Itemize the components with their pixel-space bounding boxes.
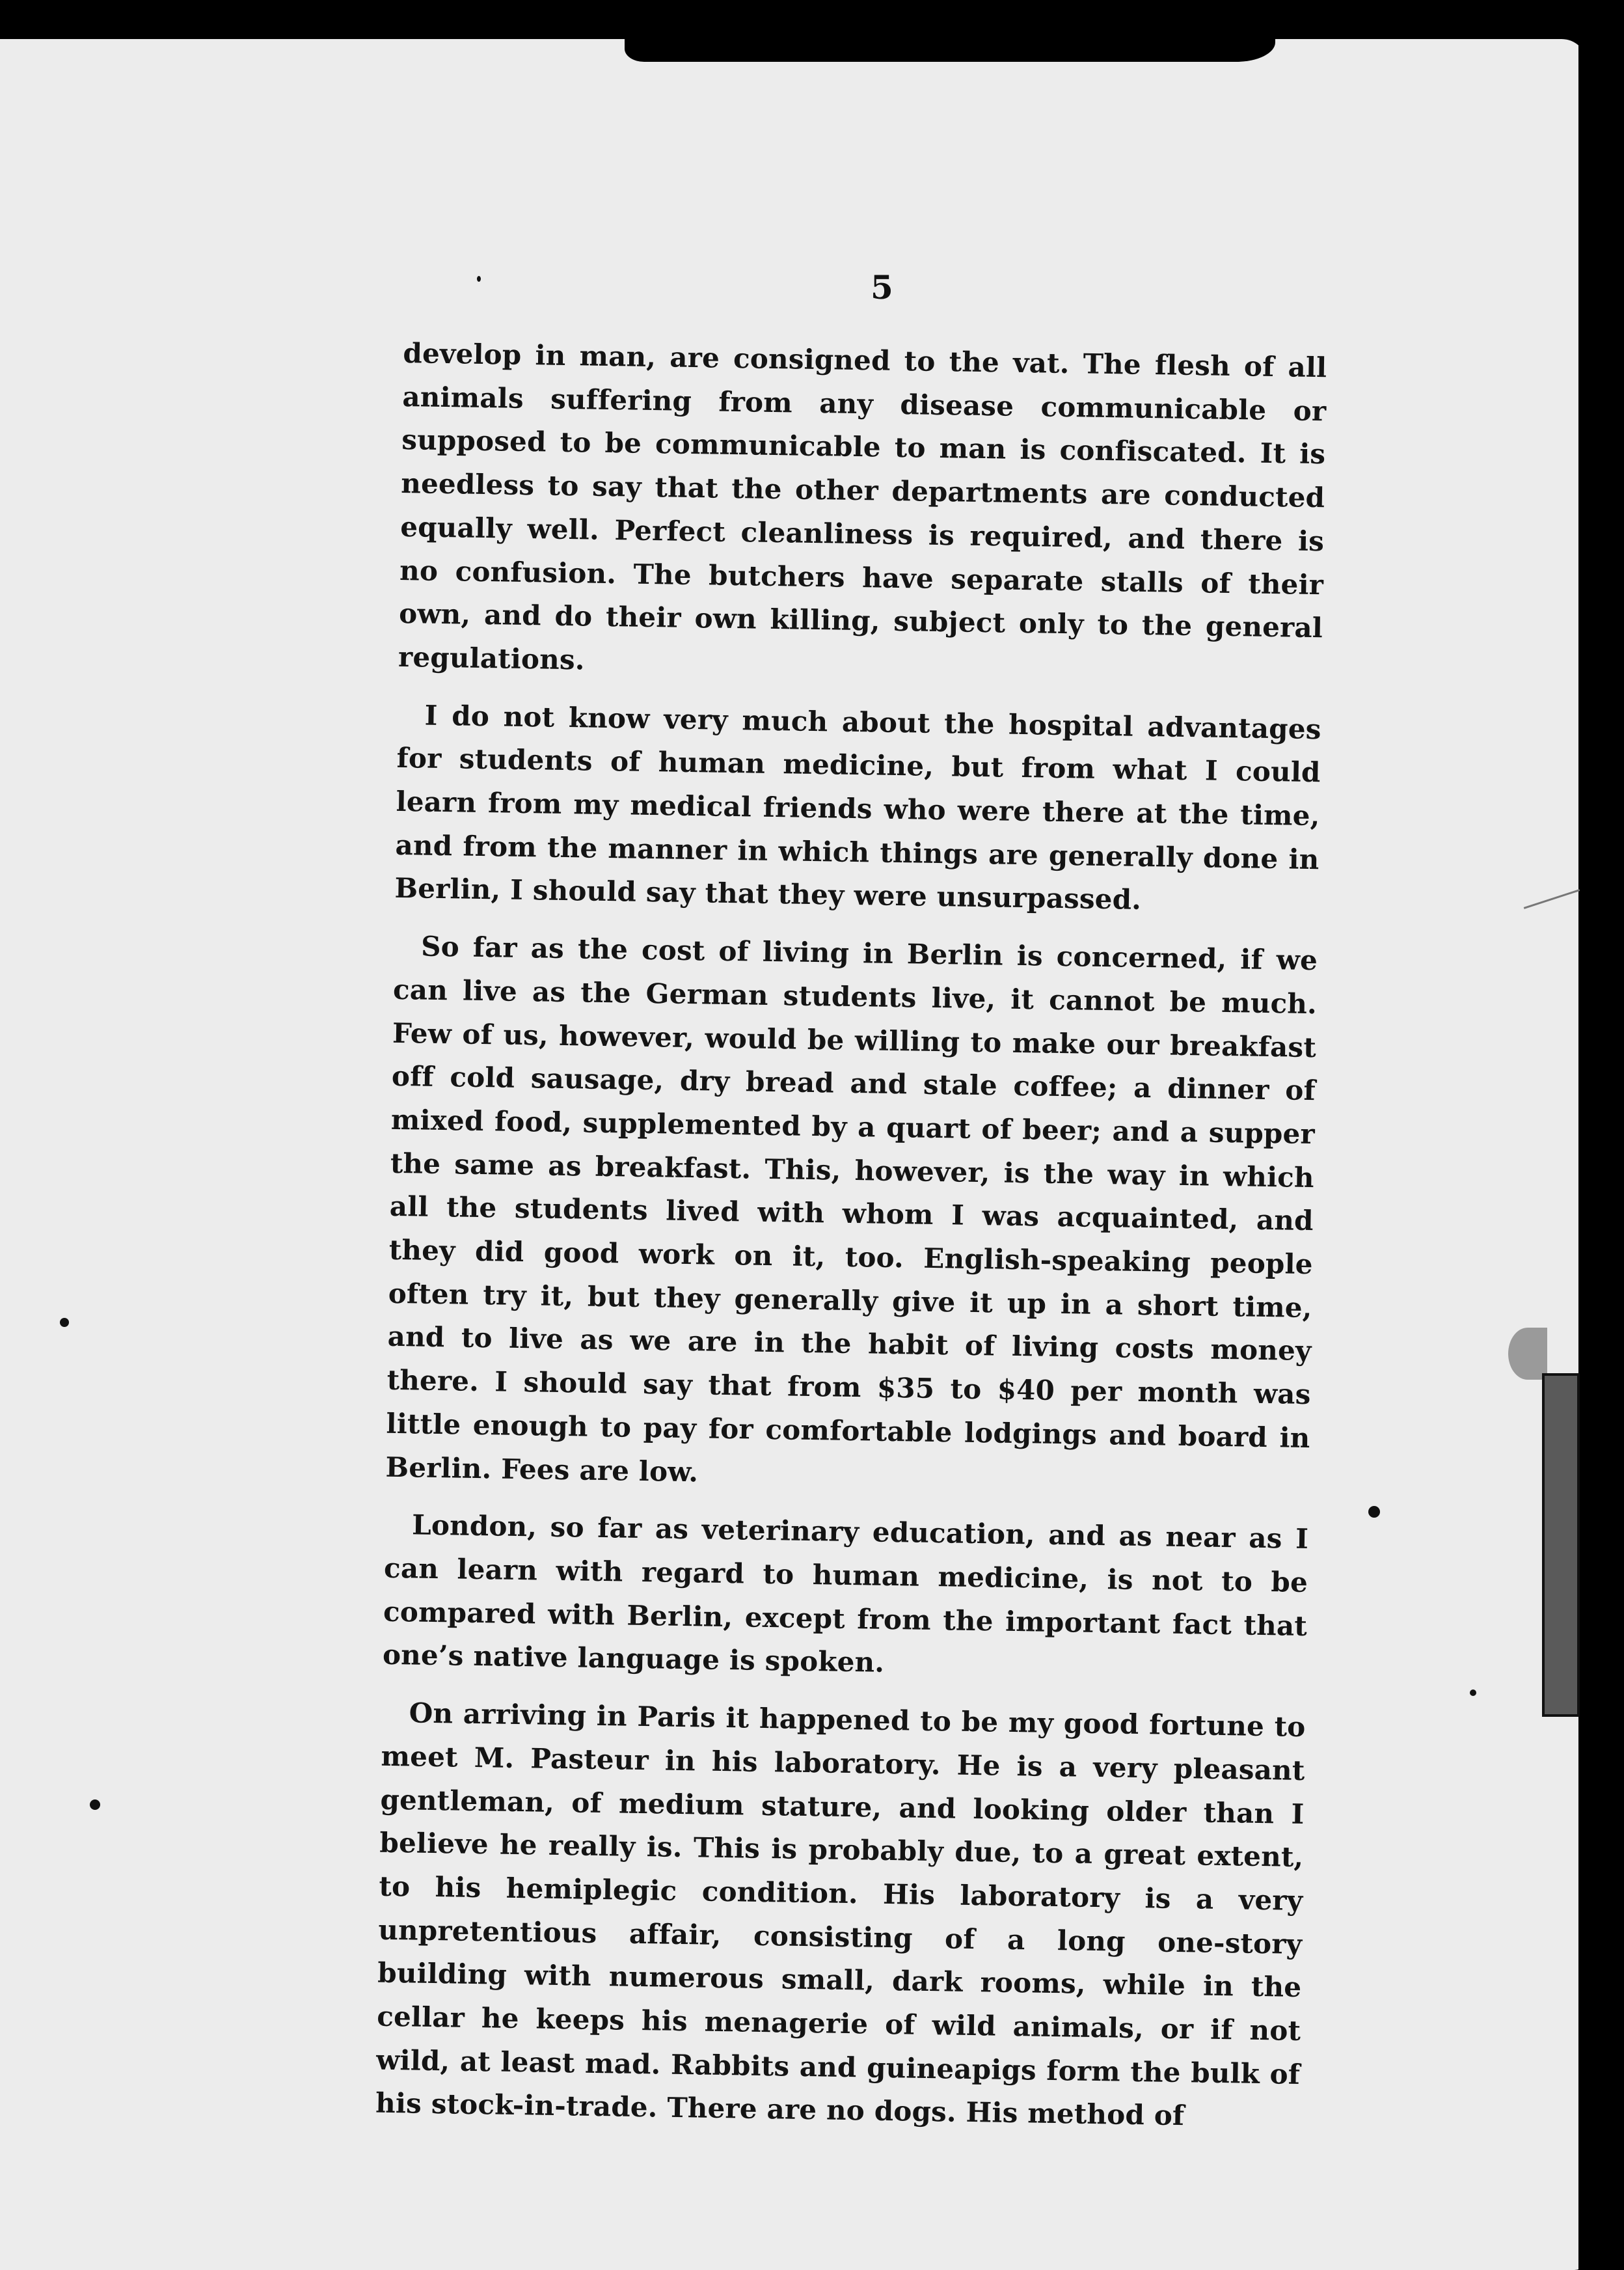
- paragraph: On arriving in Paris it happened to be my good fortune to meet M. Pasteur in his laboratory. He is a very pleasant gentleman, of medium stature, and looking older than I believe he really is. This is probably due, to a great extent, to his hemiplegic condition. His laboratory is a very unpretentious affair, consisting of a long one-story building with numerous small, dark rooms, while in the cellar he keeps his menagerie of wild animals, or if not wild, at least mad. Rabbits and guineapigs form the bulk of his stock-in-trade. There are no dogs. His method of: [375, 1697, 1306, 2132]
- paragraph: So far as the cost of living in Berlin is concerned, if we can live as the German students live, it cannot be much. Few of us, however, would be willing to make our breakfast off cold sausage, dry bread and stale coffee; a dinner of mixed food, supplemented by a quart of beer; and a supper the same as breakfast. This, however, is the way in which all the students lived with whom I was acquainted, and they did good work on it, too. English-speaking people often try it, but they generally give it up in a short time, and to live as we are in the habit of living costs money there. I should say that from $35 to $40 per month was little enough to pay for comfortable lodgings and board in Berlin. Fees are low.: [385, 930, 1318, 1488]
- ink-speck: [477, 276, 481, 282]
- body-text: [375, 332, 1327, 2154]
- scan-right-border: [1578, 0, 1624, 2270]
- ink-speck: [1470, 1689, 1476, 1696]
- paragraph: London, so far as veterinary education, and as near as I can learn with regard to human medicine, is not to be compared with Berlin, except from the important fact that one’s native language is spoken.: [382, 1509, 1309, 1679]
- page-edge-notch: [1508, 1328, 1547, 1380]
- ink-speck: [90, 1799, 100, 1810]
- ink-speck: [1368, 1506, 1380, 1518]
- paragraph: develop in man, are consigned to the vat. The flesh of all animals suffering from any disease communicable or supposed to be communicable to man is confiscated. It is needless to say that the other departments are conducted equally well. Perfect cleanliness is required, and there is no confusion. The butchers have separate stalls of their own, and do their own killing, subject only to the general regulations.: [398, 336, 1327, 676]
- torn-top-edge: [625, 36, 1275, 62]
- paragraph: I do not know very much about the hospital advantages for students of human medicine, but from what I could learn from my medical friends who were there at the time, and from the manner in which things are generally done in Berlin, I should say that they were unsurpassed.: [394, 699, 1321, 916]
- page-number: 5: [871, 268, 893, 307]
- ink-speck: [60, 1318, 69, 1327]
- binding-tab: [1542, 1373, 1580, 1717]
